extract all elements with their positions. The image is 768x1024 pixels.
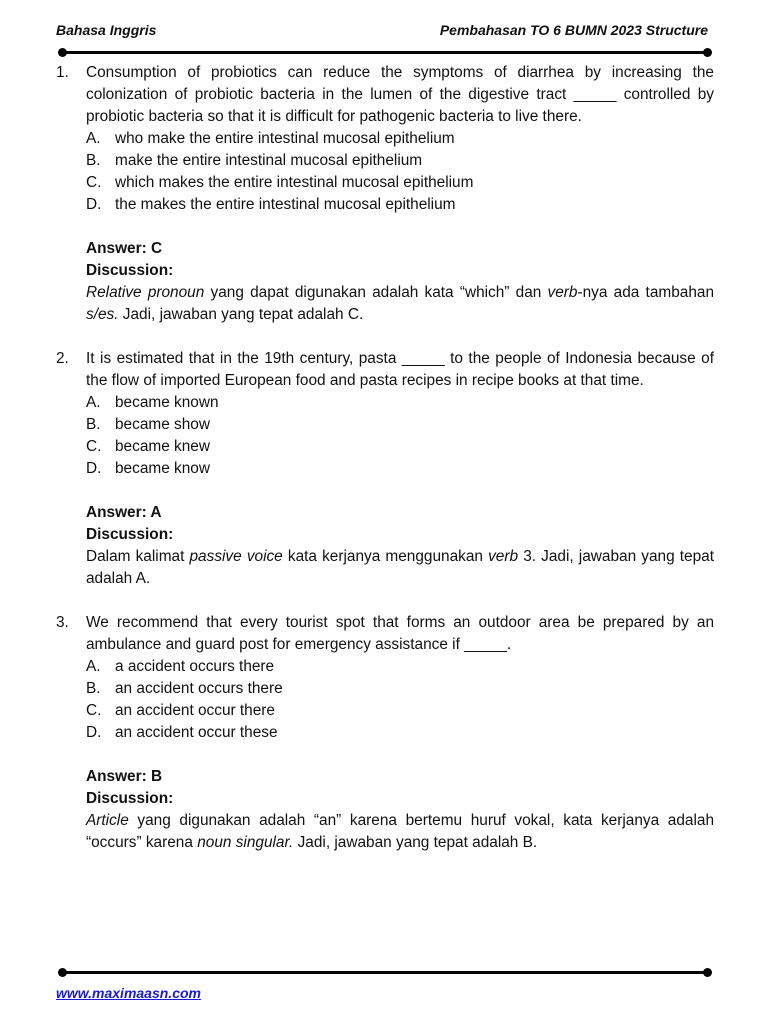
option-text: became show <box>115 416 210 433</box>
option-list <box>86 392 714 480</box>
header-title: Pembahasan TO 6 BUMN 2023 Structure <box>439 22 708 38</box>
website-link[interactable]: www.maximaasn.com <box>56 985 201 1001</box>
option-text: make the entire intestinal mucosal epithelium <box>115 152 423 169</box>
option-a <box>86 656 714 678</box>
discussion-text: Relative pronoun yang dapat digunakan adalah kata “which” dan verb-nya ada tambahan s/es. Jadi, jawaban yang tepat adalah C. <box>86 284 715 323</box>
answer-label: Answer: C <box>86 240 163 257</box>
option-letter: D. <box>86 724 102 741</box>
option-letter: D. <box>86 460 102 477</box>
option-d <box>86 458 714 480</box>
option-a <box>86 128 714 150</box>
answer-block <box>86 766 714 854</box>
option-letter: A. <box>86 394 101 411</box>
option-letter: B. <box>86 416 101 433</box>
option-text: became knew <box>115 438 210 455</box>
question-stem: It is estimated that in the 19th century, pasta _____ to the people of Indonesia because of the flow of imported European food and pasta recipes in recipe books at that time. <box>86 350 714 389</box>
option-letter: D. <box>86 196 102 213</box>
option-b <box>86 414 714 436</box>
option-a <box>86 392 714 414</box>
question-3 <box>56 612 714 854</box>
discussion-label: Discussion: <box>86 262 174 279</box>
question-stem: We recommend that every tourist spot that forms an outdoor area be prepared by an ambulance and guard post for emergency assistance if _____. <box>86 614 714 653</box>
discussion-label: Discussion: <box>86 790 174 807</box>
header-divider <box>62 51 708 54</box>
option-text: the makes the entire intestinal mucosal epithelium <box>115 196 456 213</box>
answer-label: Answer: B <box>86 768 163 785</box>
option-c <box>86 172 714 194</box>
answer-label: Answer: A <box>86 504 162 521</box>
option-text: became know <box>115 460 210 477</box>
option-c <box>86 436 714 458</box>
option-letter: A. <box>86 130 101 147</box>
option-d <box>86 194 714 216</box>
option-text: a accident occurs there <box>115 658 275 675</box>
option-letter: B. <box>86 680 101 697</box>
option-text: an accident occur these <box>115 724 278 741</box>
question-number: 1. <box>56 64 69 81</box>
option-b <box>86 150 714 172</box>
option-text: which makes the entire intestinal mucosal epithelium <box>115 174 474 191</box>
discussion-label: Discussion: <box>86 526 174 543</box>
option-list <box>86 656 714 744</box>
question-number: 2. <box>56 350 69 367</box>
option-letter: C. <box>86 702 102 719</box>
option-list <box>86 128 714 216</box>
option-b <box>86 678 714 700</box>
question-number: 3. <box>56 614 69 631</box>
header-subject: Bahasa Inggris <box>56 22 157 38</box>
option-letter: C. <box>86 174 102 191</box>
option-letter: A. <box>86 658 101 675</box>
option-letter: C. <box>86 438 102 455</box>
discussion-text: Dalam kalimat passive voice kata kerjanya menggunakan verb 3. Jadi, jawaban yang tepat adalah A. <box>86 548 715 587</box>
option-text: who make the entire intestinal mucosal epithelium <box>115 130 455 147</box>
answer-block <box>86 502 714 590</box>
option-text: became known <box>115 394 219 411</box>
question-2 <box>56 348 714 590</box>
option-c <box>86 700 714 722</box>
option-text: an accident occurs there <box>115 680 283 697</box>
question-1 <box>56 62 714 326</box>
footer-divider <box>62 971 708 974</box>
discussion-text: Article yang digunakan adalah “an” karena bertemu huruf vokal, kata kerjanya adalah “occurs” karena noun singular. Jadi, jawaban yang tepat adalah B. <box>86 812 714 851</box>
page-header <box>56 22 708 42</box>
option-letter: B. <box>86 152 101 169</box>
question-list <box>56 62 714 854</box>
answer-block <box>86 238 714 326</box>
option-text: an accident occur there <box>115 702 275 719</box>
question-stem: Consumption of probiotics can reduce the symptoms of diarrhea by increasing the colonization of probiotic bacteria in the lumen of the digestive tract _____ controlled by probiotic bacteria so that it is difficult for pathogenic bacteria to live there. <box>86 64 714 125</box>
option-d <box>86 722 714 744</box>
